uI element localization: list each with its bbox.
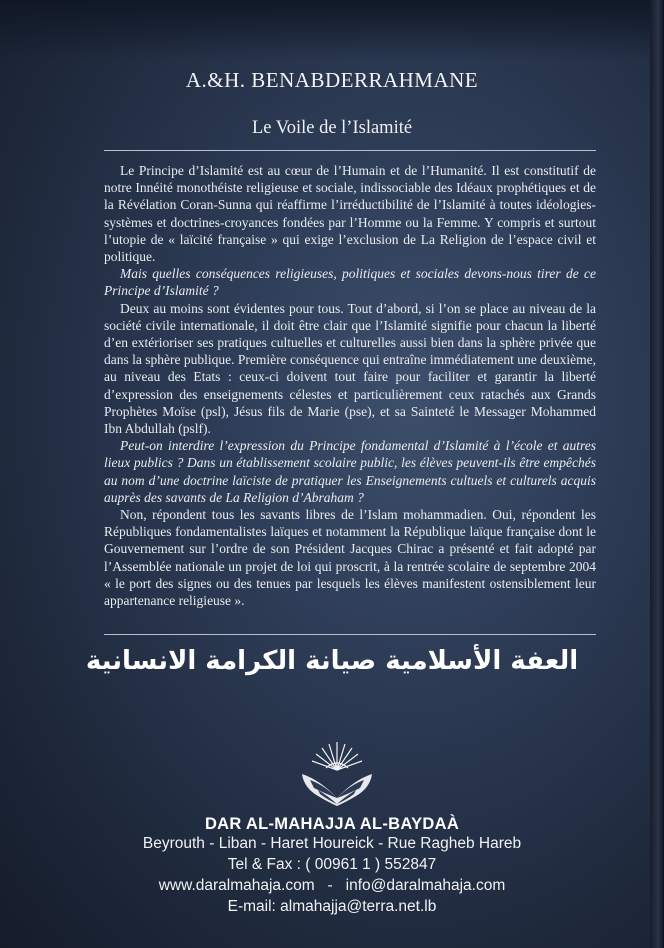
arabic-slogan: العفة الأسلامية صيانة الكرامة الانسانية: [85, 646, 579, 676]
blurb-question-2: Peut-on interdire l’expression du Principe fondamental d’Islamité à l’école et autres lieux publics ? Dans un établissement scolaire public, les élèves peuvent-ils être empêchés au nom d’une doctrine laïciste de pratiquer les Enseignements cultuels et culturels acquis auprès des savants de La Religion d’Abraham ?: [104, 438, 596, 505]
publisher-address: Beyrouth - Liban - Haret Houreick - Rue Ragheb Hareb: [142, 835, 522, 852]
author-name: A.&H. BENABDERRAHMANE: [185, 68, 479, 92]
publisher-web: www.daralmahaja.com - info@daralmahaja.com: [158, 877, 506, 894]
blurb-text: [104, 162, 596, 609]
blurb-paragraph-2: Deux au moins sont évidentes pour tous. Tout d’abord, si l’on se place au niveau de la société civile internationale, il doit être clair que l’Islamité signifie pour chacun la liberté d’en extérioriser ses pratiques cultuelles et culturelles aussi bien dans la sphère privée que dans la sphère publique. Première conséquence qui entraîne immédiatement une deuxième, au niveau des Etats : ceux-ci doivent tout faire pour faciliter et garantir la liberté d’expression des enseignements célestes et particulièrement ceux ratachés aux Grands Prophètes Moïse (psl), Jésus fils de Marie (pse), et sa Sainteté le Messager Mohammed Ibn Abdullah (pslf).: [104, 300, 596, 437]
blurb-paragraph-3: Non, répondent tous les savants libres de l’Islam mohammadien. Oui, répondent les Républiques fondamentalistes laïques et notamment la République laïque française dont le Gouvernement sur l’ordre de son Président Jacques Chirac a présenté et fait adopté par l’Assemblée nationale un projet de loi qui proscrit, à la rentrée scolaire de septembre 2004 « le port des signes ou des tenues par lesquels les élèves manifestent ostensiblement leur appartenance religieuse ».: [104, 507, 596, 609]
divider-top: [104, 150, 596, 151]
blurb-question-1: Mais quelles conséquences religieuses, politiques et sociales devons-nous tirer de ce Principe d’Islamité ?: [104, 266, 596, 299]
blurb-paragraph-1: Le Principe d’Islamité est au cœur de l’Humain et de l’Humanité. Il est constitutif de notre Innéité monothéiste religieuse et sociale, indissociable des Idéaux prophétiques et de la Révélation Coran-Sunna qui réaffirme l’irréductibilité de l’Islamité à toutes idéologies-systèmes et doctrines-croyances fondées par l’Homme ou la Femme. Y compris et surtout l’utopie de « laïcité française » qui exige l’exclusion de La Religion de l’espace civil et politique.: [104, 163, 596, 265]
book-title: Le Voile de l’Islamité: [251, 118, 413, 138]
top-shadow: [0, 0, 664, 60]
publisher-email: E-mail: almahajja@terra.net.lb: [227, 898, 437, 915]
publisher-phone: Tel & Fax : ( 00961 1 ) 552847: [227, 856, 437, 873]
publisher-name: DAR AL-MAHAJJA AL-BAYDAÀ: [204, 815, 460, 833]
divider-bottom: [104, 634, 596, 635]
book-spine: [650, 0, 664, 948]
open-book-sunburst-icon: [296, 740, 378, 810]
